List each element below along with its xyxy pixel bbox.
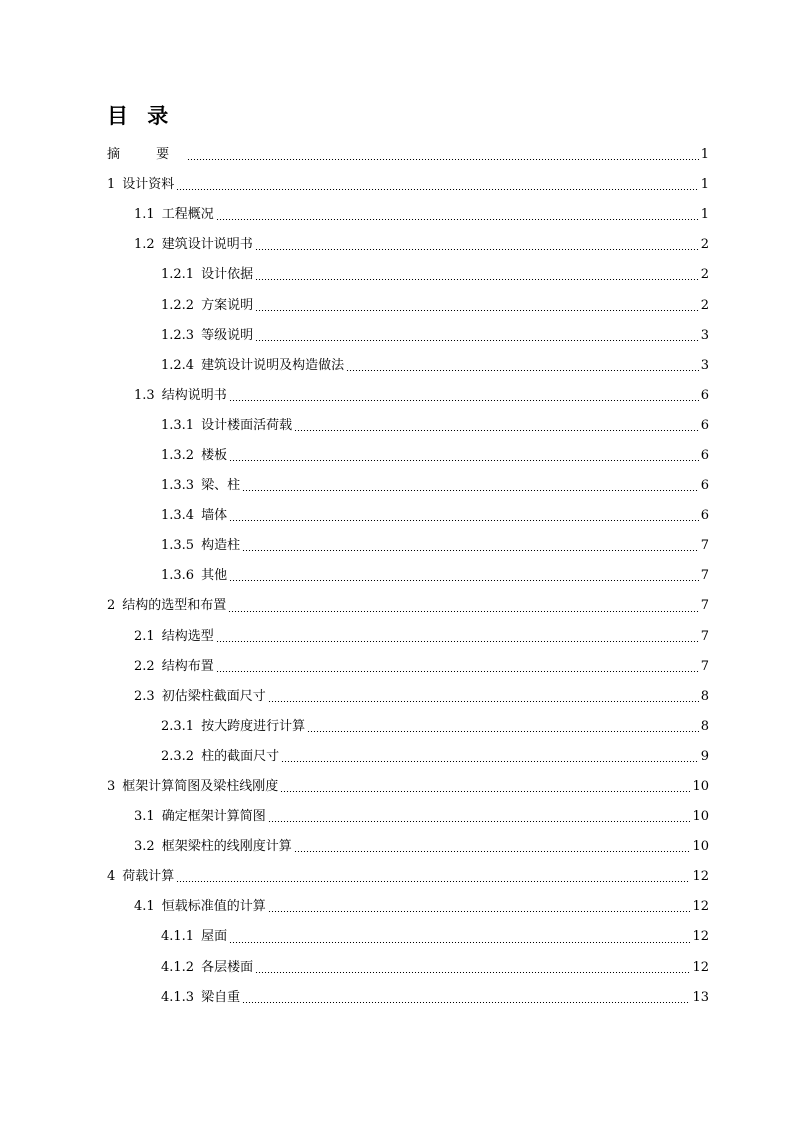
toc-entry-page-number: 7 — [700, 628, 709, 644]
toc-entry-title: 楼板 — [201, 447, 228, 463]
toc-entry-title: 梁自重 — [201, 989, 241, 1005]
dot-leader — [176, 881, 690, 882]
toc-entry-number: 2.2 — [134, 658, 155, 674]
toc-entry-page-number: 6 — [700, 447, 709, 463]
dot-leader — [187, 159, 699, 160]
toc-entry[interactable] — [107, 351, 709, 381]
toc-entry-title: 恒载标准值的计算 — [161, 899, 266, 915]
toc-entry-page-number: 6 — [700, 478, 709, 494]
dot-leader — [242, 490, 699, 491]
dot-leader — [242, 550, 699, 551]
dot-leader — [268, 821, 691, 822]
toc-entry-number: 1 — [107, 177, 116, 193]
toc-entry-number: 1.3 — [134, 387, 155, 403]
toc-entry[interactable] — [107, 922, 709, 952]
toc-entry[interactable] — [107, 140, 709, 170]
toc-entry[interactable] — [107, 832, 709, 862]
toc-entry-title: 设计依据 — [201, 267, 254, 283]
toc-entry-page-number: 2 — [700, 297, 709, 313]
toc-entry[interactable] — [107, 772, 709, 802]
toc-entry[interactable] — [107, 501, 709, 531]
toc-entry-number: 1.2.1 — [161, 267, 195, 283]
toc-entry[interactable] — [107, 321, 709, 351]
toc-entry-number: 1.2 — [134, 237, 155, 253]
toc-entry[interactable] — [107, 953, 709, 983]
toc-entry-page-number: 12 — [692, 869, 709, 885]
toc-entry-number: 1.2.4 — [161, 357, 195, 373]
toc-entry-number: 1.3.6 — [161, 568, 195, 584]
toc-entry-title: 等级说明 — [201, 327, 254, 343]
toc-entry[interactable] — [107, 531, 709, 561]
toc-entry-number: 3 — [107, 779, 116, 795]
page-title: 目 录 — [107, 104, 175, 128]
toc-entry-page-number: 2 — [700, 237, 709, 253]
toc-entry-number: 1.3.2 — [161, 447, 195, 463]
toc-entry-page-number: 8 — [700, 718, 709, 734]
toc-entry-number: 4.1.3 — [161, 989, 195, 1005]
toc-entry-title: 结构说明书 — [161, 387, 227, 403]
toc-entry-number: 1.2.2 — [161, 297, 195, 313]
toc-entry-number: 1.3.3 — [161, 478, 195, 494]
toc-entry-page-number: 7 — [700, 568, 709, 584]
toc-entry-title: 摘 要 — [107, 147, 186, 163]
dot-leader — [216, 219, 699, 220]
toc-entry-page-number: 6 — [700, 417, 709, 433]
toc-entry-title: 工程概况 — [161, 207, 214, 223]
dot-leader — [242, 1002, 690, 1003]
toc-entry-page-number: 7 — [700, 658, 709, 674]
toc-entry-title: 按大跨度进行计算 — [201, 718, 306, 734]
toc-entry-page-number: 7 — [700, 598, 709, 614]
toc-entry-title: 墙体 — [201, 508, 228, 524]
toc-entry-number: 1.2.3 — [161, 327, 195, 343]
toc-entry-title: 各层楼面 — [201, 959, 254, 975]
dot-leader — [280, 791, 690, 792]
toc-entry-title: 建筑设计说明书 — [161, 237, 253, 253]
toc-entry-title: 构造柱 — [201, 538, 241, 554]
toc-entry-number: 1.1 — [134, 207, 155, 223]
toc-entry-page-number: 12 — [692, 929, 709, 945]
toc-entry-title: 屋面 — [201, 929, 228, 945]
toc-entry-number: 2.3 — [134, 688, 155, 704]
toc-entry[interactable] — [107, 862, 709, 892]
dot-leader — [255, 249, 699, 250]
dot-leader — [255, 340, 699, 341]
toc-entry-page-number: 12 — [692, 959, 709, 975]
dot-leader — [307, 731, 699, 732]
toc-entry[interactable] — [107, 411, 709, 441]
toc-entry-title: 结构选型 — [161, 628, 214, 644]
toc-entry-title: 柱的截面尺寸 — [201, 748, 280, 764]
toc-entry-page-number: 10 — [692, 809, 709, 825]
toc-entry[interactable] — [107, 682, 709, 712]
toc-entry[interactable] — [107, 381, 709, 411]
toc-entry-number: 1.3.5 — [161, 538, 195, 554]
toc-entry-page-number: 3 — [700, 327, 709, 343]
toc-entry-title: 结构布置 — [161, 658, 214, 674]
dot-leader — [229, 400, 699, 401]
toc-entry-page-number: 12 — [692, 899, 709, 915]
toc-entry-page-number: 2 — [700, 267, 709, 283]
dot-leader — [229, 520, 699, 521]
toc-entry-title: 确定框架计算简图 — [161, 809, 266, 825]
dot-leader — [268, 911, 691, 912]
toc-entry-number: 3.1 — [134, 809, 155, 825]
dot-leader — [229, 942, 690, 943]
dot-leader — [229, 460, 699, 461]
toc-entry-page-number: 10 — [692, 779, 709, 795]
toc-entry[interactable] — [107, 591, 709, 621]
toc-entry[interactable] — [107, 170, 709, 200]
dot-leader — [255, 972, 690, 973]
toc-entry-number: 2.3.1 — [161, 718, 195, 734]
toc-entry-number: 2.3.2 — [161, 748, 195, 764]
toc-entry[interactable] — [107, 712, 709, 742]
toc-entry[interactable] — [107, 230, 709, 260]
dot-leader — [255, 310, 699, 311]
toc-entry[interactable] — [107, 200, 709, 230]
toc-entry[interactable] — [107, 471, 709, 501]
toc-entry-title: 其他 — [201, 568, 228, 584]
dot-leader — [228, 611, 698, 612]
toc-entry-number: 3.2 — [134, 839, 155, 855]
toc-entry-page-number: 1 — [700, 177, 709, 193]
dot-leader — [268, 701, 699, 702]
toc-entry-number: 4.1.2 — [161, 959, 195, 975]
toc-entry[interactable] — [107, 441, 709, 471]
toc-entry-number: 1.3.1 — [161, 417, 195, 433]
toc-entry-page-number: 6 — [700, 508, 709, 524]
dot-leader — [281, 761, 699, 762]
toc-entry[interactable] — [107, 742, 709, 772]
toc-entry[interactable] — [107, 260, 709, 290]
toc-entry-page-number: 1 — [700, 207, 709, 223]
dot-leader — [294, 430, 699, 431]
dot-leader — [255, 279, 699, 280]
toc-entry-title: 框架梁柱的线刚度计算 — [161, 839, 292, 855]
toc-entry-title: 设计资料 — [122, 177, 175, 193]
toc-entry-page-number: 3 — [700, 357, 709, 373]
dot-leader — [176, 189, 698, 190]
toc-entry-title: 梁、柱 — [201, 478, 241, 494]
dot-leader — [346, 370, 699, 371]
toc-entry[interactable] — [107, 561, 709, 591]
table-of-contents — [107, 140, 709, 1013]
toc-entry-number: 4.1.1 — [161, 929, 195, 945]
toc-entry-page-number: 1 — [700, 147, 709, 163]
toc-entry-title: 设计楼面活荷载 — [201, 417, 293, 433]
toc-entry-page-number: 6 — [700, 387, 709, 403]
toc-entry-number: 2.1 — [134, 628, 155, 644]
toc-entry[interactable] — [107, 622, 709, 652]
toc-entry-title: 初估梁柱截面尺寸 — [161, 688, 266, 704]
dot-leader — [229, 580, 699, 581]
toc-entry-page-number: 8 — [700, 688, 709, 704]
toc-entry-number: 4.1 — [134, 899, 155, 915]
dot-leader — [216, 671, 699, 672]
dot-leader — [294, 851, 691, 852]
toc-entry-page-number: 9 — [700, 748, 709, 764]
toc-entry-title: 结构的选型和布置 — [122, 598, 227, 614]
dot-leader — [216, 641, 699, 642]
toc-entry-page-number: 7 — [700, 538, 709, 554]
toc-entry-number: 2 — [107, 598, 116, 614]
toc-entry[interactable] — [107, 892, 709, 922]
toc-entry[interactable] — [107, 802, 709, 832]
toc-entry-title: 荷载计算 — [122, 869, 175, 885]
toc-entry-page-number: 13 — [692, 989, 709, 1005]
toc-entry[interactable] — [107, 652, 709, 682]
toc-entry[interactable] — [107, 983, 709, 1013]
toc-entry-number: 4 — [107, 869, 116, 885]
toc-entry-title: 框架计算简图及梁柱线刚度 — [122, 779, 279, 795]
toc-entry-title: 方案说明 — [201, 297, 254, 313]
toc-entry[interactable] — [107, 290, 709, 320]
toc-entry-title: 建筑设计说明及构造做法 — [201, 357, 345, 373]
toc-entry-number: 1.3.4 — [161, 508, 195, 524]
toc-entry-page-number: 10 — [692, 839, 709, 855]
